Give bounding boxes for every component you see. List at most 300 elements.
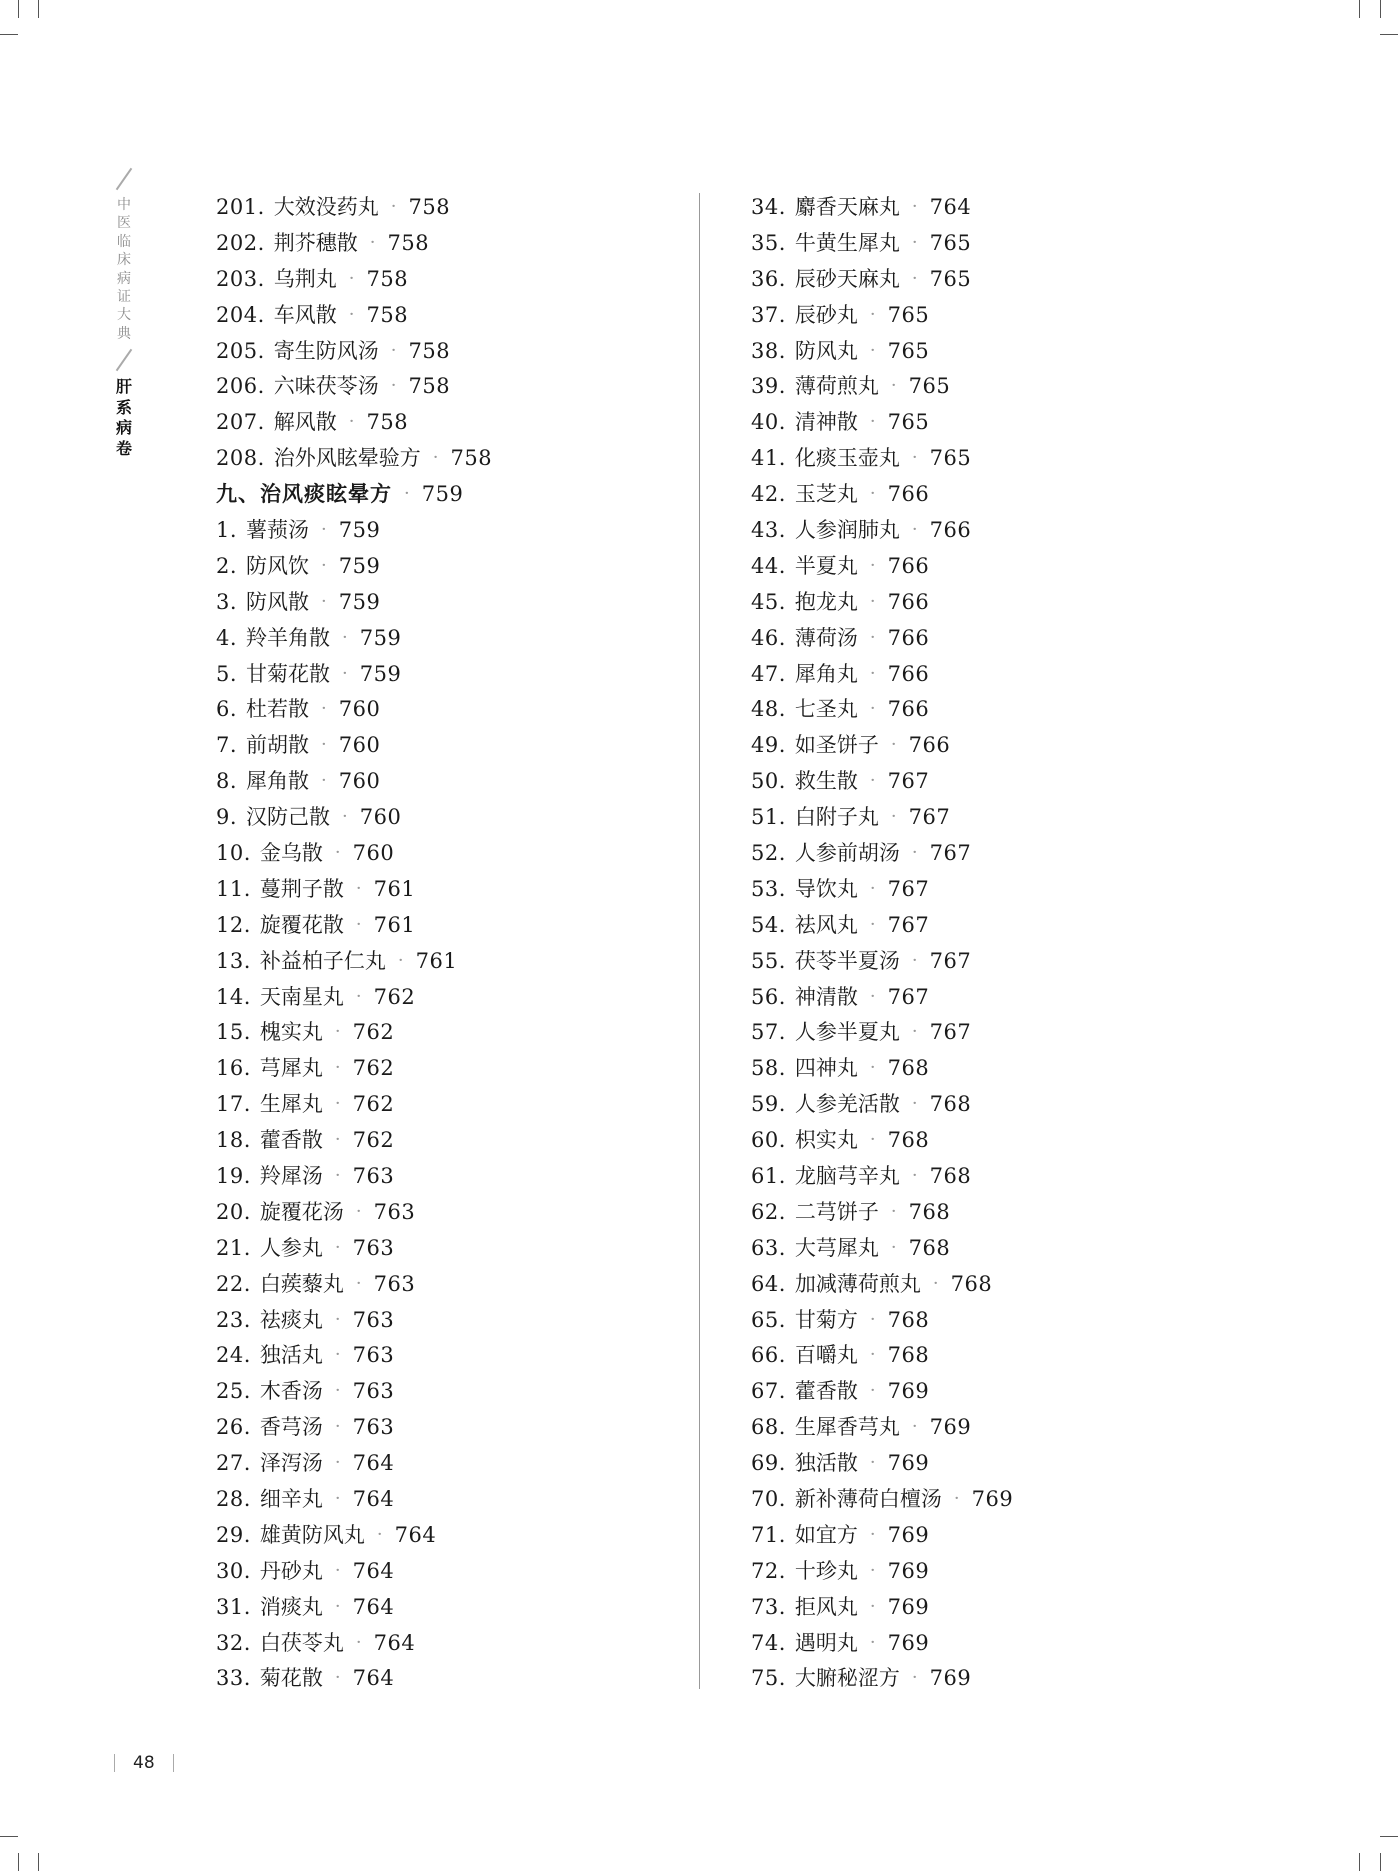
separator-dot: ·	[911, 267, 918, 289]
separator-dot: ·	[334, 1308, 341, 1330]
entry-title: 雄黄防风丸	[259, 1522, 365, 1547]
entry-page-number: 769	[887, 1522, 930, 1547]
toc-entry	[216, 1266, 492, 1302]
separator-dot: ·	[404, 483, 410, 505]
separator-dot: ·	[321, 590, 327, 612]
entry-number: 62.	[751, 1199, 786, 1224]
separator-dot: ·	[911, 841, 918, 863]
entry-title: 藿香散	[259, 1128, 323, 1153]
entry-number: 26.	[216, 1415, 251, 1440]
entry-number: 49.	[751, 733, 786, 758]
entry-page-number: 768	[908, 1199, 951, 1224]
toc-entry	[751, 763, 1013, 799]
separator-dot: ·	[869, 626, 876, 648]
entry-page-number: 758	[366, 410, 409, 435]
entry-number: 1.	[216, 517, 238, 542]
separator-dot: ·	[911, 1165, 918, 1186]
entry-page-number: 766	[887, 589, 930, 614]
entry-number: 71.	[751, 1522, 786, 1547]
entry-title: 乌荆丸	[273, 266, 337, 291]
entry-title: 龙脑芎辛丸	[794, 1164, 900, 1188]
entry-title: 消痰丸	[259, 1594, 323, 1619]
entry-title: 防风散	[246, 589, 310, 614]
entry-title: 人参前胡汤	[794, 840, 900, 865]
toc-entry	[751, 1122, 1013, 1158]
crop-mark	[38, 1853, 39, 1871]
separator-dot: ·	[321, 770, 327, 792]
separator-dot: ·	[869, 985, 876, 1007]
toc-column-right	[751, 189, 1013, 1696]
entry-number: 206.	[216, 374, 265, 399]
toc-entry	[216, 907, 492, 943]
entry-number: 45.	[751, 589, 786, 614]
toc-entry	[751, 1625, 1013, 1661]
toc-entry	[751, 476, 1013, 512]
toc-entry	[216, 1086, 492, 1122]
separator-dot: ·	[390, 195, 397, 217]
entry-title: 玉芝丸	[794, 482, 858, 507]
entry-title: 羚犀汤	[259, 1164, 323, 1188]
separator-dot: ·	[869, 662, 876, 684]
entry-number: 43.	[751, 517, 786, 542]
entry-number: 25.	[216, 1379, 251, 1404]
entry-number: 24.	[216, 1343, 251, 1368]
entry-number: 8.	[216, 769, 238, 794]
separator-dot: ·	[869, 1595, 876, 1617]
entry-title: 蔓荆子散	[259, 876, 344, 901]
entry-number: 7.	[216, 733, 238, 758]
toc-entry	[751, 1589, 1013, 1625]
entry-page-number: 767	[929, 1020, 972, 1045]
separator-dot: ·	[869, 1559, 876, 1581]
toc-entry	[751, 691, 1013, 727]
toc-entry	[751, 1014, 1013, 1050]
separator-dot: ·	[397, 949, 404, 971]
entry-page-number: 762	[373, 984, 416, 1009]
entry-number: 17.	[216, 1092, 251, 1117]
entry-number: 55.	[751, 948, 786, 973]
entry-title: 大芎犀丸	[794, 1235, 879, 1260]
separator-dot: ·	[890, 1200, 897, 1222]
entry-number: 75.	[751, 1666, 786, 1691]
entry-title: 清神散	[794, 410, 858, 435]
separator-dot: ·	[869, 1631, 876, 1653]
entry-page-number: 768	[887, 1343, 930, 1368]
series-title	[117, 196, 131, 343]
entry-number: 28.	[216, 1487, 251, 1512]
separator-dot: ·	[869, 1129, 876, 1151]
entry-number: 19.	[216, 1164, 251, 1188]
entry-title: 生犀丸	[259, 1092, 323, 1117]
entry-page-number: 768	[887, 1307, 930, 1332]
separator-dot: ·	[869, 303, 876, 325]
entry-page-number: 759	[338, 553, 381, 578]
separator-dot: ·	[932, 1272, 939, 1294]
toc-entry	[216, 835, 492, 871]
toc-entry	[751, 1086, 1013, 1122]
entry-page-number: 764	[394, 1522, 437, 1547]
entry-page-number: 765	[887, 338, 930, 363]
entry-page-number: 759	[338, 589, 381, 614]
entry-page-number: 763	[373, 1271, 416, 1296]
series-title-char: 床	[117, 252, 131, 269]
toc-entry	[216, 1625, 492, 1661]
entry-page-number: 767	[929, 840, 972, 865]
crop-mark	[0, 34, 18, 35]
entry-number: 41.	[751, 446, 786, 471]
toc-entry	[216, 1122, 492, 1158]
entry-page-number: 760	[338, 769, 381, 794]
entry-title: 甘菊方	[794, 1307, 858, 1332]
entry-title: 甘菊花散	[246, 661, 331, 686]
entry-number: 47.	[751, 661, 786, 686]
separator-dot: ·	[911, 447, 918, 469]
entry-number: 10.	[216, 840, 251, 865]
entry-title: 人参丸	[259, 1235, 323, 1260]
toc-entry	[751, 1373, 1013, 1409]
toc-entry	[751, 1445, 1013, 1481]
toc-entry	[751, 1158, 1013, 1194]
toc-entry	[751, 261, 1013, 297]
entry-page-number: 766	[887, 553, 930, 578]
separator-dot: ·	[334, 1559, 341, 1581]
separator-dot: ·	[890, 734, 897, 756]
series-title-char: 临	[117, 233, 131, 250]
entry-page-number: 764	[373, 1630, 416, 1655]
entry-number: 208.	[216, 446, 265, 471]
entry-title: 犀角散	[246, 769, 310, 794]
entry-page-number: 763	[373, 1199, 416, 1224]
page-footer	[114, 1753, 174, 1773]
separator-dot: ·	[953, 1488, 960, 1510]
entry-number: 37.	[751, 302, 786, 327]
toc-entry	[216, 1445, 492, 1481]
entry-page-number: 758	[408, 374, 451, 399]
entry-page-number: 763	[352, 1164, 395, 1188]
entry-page-number: 767	[887, 984, 930, 1009]
entry-number: 51.	[751, 805, 786, 830]
crop-mark	[38, 0, 39, 18]
separator-dot: ·	[376, 1523, 383, 1545]
toc-entry	[751, 1481, 1013, 1517]
entry-number: 63.	[751, 1235, 786, 1260]
volume-title-char: 卷	[115, 438, 132, 458]
separator-dot: ·	[390, 375, 397, 397]
entry-number: 204.	[216, 302, 265, 327]
entry-title: 藿香散	[794, 1379, 858, 1404]
entry-page-number: 768	[908, 1235, 951, 1260]
separator-dot: ·	[911, 195, 918, 217]
entry-title: 枳实丸	[794, 1128, 858, 1153]
entry-title: 茯苓半夏汤	[794, 948, 900, 973]
separator-dot: ·	[911, 1667, 918, 1689]
toc-entry	[751, 620, 1013, 656]
separator-dot: ·	[869, 1344, 876, 1366]
toc-entry	[751, 1553, 1013, 1589]
entry-page-number: 760	[352, 840, 395, 865]
toc-entry	[216, 1338, 492, 1374]
entry-page-number: 769	[929, 1415, 972, 1440]
entry-page-number: 768	[887, 1128, 930, 1153]
separator-dot: ·	[869, 483, 876, 505]
entry-title: 槐实丸	[259, 1020, 323, 1045]
entry-page-number: 759	[338, 517, 381, 542]
separator-dot: ·	[334, 1344, 341, 1366]
entry-page-number: 763	[352, 1343, 395, 1368]
separator-dot: ·	[869, 1057, 876, 1079]
toc-entry	[751, 440, 1013, 476]
entry-title: 白蒺藜丸	[259, 1271, 344, 1296]
entry-title: 九、治风痰眩晕方	[216, 482, 392, 507]
entry-page-number: 766	[929, 517, 972, 542]
entry-number: 20.	[216, 1199, 251, 1224]
entry-title: 防风丸	[794, 338, 858, 363]
separator-dot: ·	[869, 1308, 876, 1330]
volume-title-char: 病	[115, 418, 132, 438]
crop-mark	[0, 1836, 18, 1837]
entry-title: 化痰玉壶丸	[794, 446, 900, 471]
entry-page-number: 762	[352, 1092, 395, 1117]
entry-number: 35.	[751, 230, 786, 255]
entry-number: 70.	[751, 1487, 786, 1512]
entry-number: 40.	[751, 410, 786, 435]
entry-number: 11.	[216, 876, 251, 901]
separator-dot: ·	[911, 949, 918, 971]
separator-dot: ·	[869, 877, 876, 899]
entry-title: 大腑秘涩方	[794, 1666, 900, 1691]
entry-page-number: 763	[352, 1415, 395, 1440]
entry-number: 6.	[216, 697, 238, 722]
entry-title: 七圣丸	[794, 697, 858, 722]
entry-page-number: 769	[887, 1558, 930, 1583]
series-title-char: 中	[117, 197, 131, 213]
entry-title: 羚羊角散	[246, 625, 331, 650]
toc-entry	[216, 404, 492, 440]
entry-page-number: 758	[366, 266, 409, 291]
separator-dot: ·	[890, 806, 897, 828]
entry-number: 39.	[751, 374, 786, 399]
entry-page-number: 761	[373, 912, 416, 937]
separator-dot: ·	[334, 841, 341, 863]
toc-entry	[751, 907, 1013, 943]
entry-number: 22.	[216, 1271, 251, 1296]
toc-entry	[216, 1230, 492, 1266]
entry-page-number: 767	[908, 805, 951, 830]
entry-number: 60.	[751, 1128, 786, 1153]
entry-title: 芎犀丸	[259, 1056, 323, 1081]
entry-number: 3.	[216, 589, 238, 614]
entry-title: 旋覆花汤	[259, 1199, 344, 1224]
toc-entry	[216, 512, 492, 548]
entry-title: 如圣饼子	[794, 733, 879, 758]
separator-dot: ·	[355, 1200, 362, 1222]
entry-title: 寄生防风汤	[273, 338, 379, 363]
separator-dot: ·	[321, 734, 327, 756]
toc-entry	[216, 1517, 492, 1553]
separator-dot: ·	[869, 339, 876, 361]
entry-number: 54.	[751, 912, 786, 937]
toc-entry	[751, 297, 1013, 333]
separator-dot: ·	[890, 375, 897, 397]
toc-entry	[751, 943, 1013, 979]
entry-page-number: 766	[887, 661, 930, 686]
entry-page-number: 759	[359, 661, 402, 686]
entry-number: 46.	[751, 625, 786, 650]
entry-title: 白茯苓丸	[259, 1630, 344, 1655]
toc-entry	[216, 979, 492, 1015]
separator-dot: ·	[869, 698, 876, 720]
entry-title: 半夏丸	[794, 553, 858, 578]
entry-page-number: 758	[408, 338, 451, 363]
toc-entry	[751, 1338, 1013, 1374]
toc-entry	[751, 1194, 1013, 1230]
column-divider	[699, 193, 700, 1689]
entry-number: 57.	[751, 1020, 786, 1045]
entry-page-number: 769	[929, 1666, 972, 1691]
series-title-char: 证	[117, 289, 131, 306]
series-title-char: 病	[117, 270, 131, 287]
entry-number: 74.	[751, 1630, 786, 1655]
toc-entry	[216, 368, 492, 404]
entry-title: 祛风丸	[794, 912, 858, 937]
entry-number: 53.	[751, 876, 786, 901]
toc-entry	[216, 763, 492, 799]
entry-title: 菊花散	[259, 1666, 323, 1691]
entry-number: 61.	[751, 1164, 786, 1188]
entry-page-number: 759	[421, 482, 464, 507]
separator-dot: ·	[321, 518, 327, 540]
entry-title: 神清散	[794, 984, 858, 1009]
toc-entry	[216, 297, 492, 333]
entry-page-number: 762	[352, 1056, 395, 1081]
entry-title: 四神丸	[794, 1056, 858, 1081]
entry-page-number: 766	[908, 733, 951, 758]
toc-entry	[751, 189, 1013, 225]
entry-number: 2.	[216, 553, 238, 578]
entry-title: 百嚼丸	[794, 1343, 858, 1368]
entry-title: 导饮丸	[794, 876, 858, 901]
entry-title: 薄荷煎丸	[794, 374, 879, 399]
toc-column-left	[216, 189, 492, 1696]
toc-entry	[216, 1302, 492, 1338]
separator-dot: ·	[334, 1236, 341, 1258]
entry-title: 解风散	[273, 410, 337, 435]
entry-title: 犀角丸	[794, 661, 858, 686]
entry-title: 人参半夏丸	[794, 1020, 900, 1045]
separator-dot: ·	[911, 231, 918, 253]
volume-title	[116, 377, 132, 459]
entry-number: 16.	[216, 1056, 251, 1081]
entry-page-number: 766	[887, 482, 930, 507]
entry-page-number: 764	[352, 1451, 395, 1476]
toc-entry	[216, 1481, 492, 1517]
entry-title: 木香汤	[259, 1379, 323, 1404]
toc-entry	[216, 799, 492, 835]
entry-title: 祛痰丸	[259, 1307, 323, 1332]
toc-entry	[751, 871, 1013, 907]
separator-dot: ·	[911, 518, 918, 540]
running-head	[112, 162, 136, 459]
separator-dot: ·	[390, 339, 397, 361]
toc-entry	[216, 620, 492, 656]
entry-title: 白附子丸	[794, 805, 879, 830]
separator-dot: ·	[348, 303, 355, 325]
entry-title: 遇明丸	[794, 1630, 858, 1655]
separator-dot: ·	[355, 1272, 362, 1294]
entry-page-number: 758	[408, 194, 451, 219]
entry-page-number: 762	[352, 1128, 395, 1153]
toc-entry	[751, 548, 1013, 584]
toc-entry	[216, 943, 492, 979]
entry-page-number: 768	[950, 1271, 993, 1296]
toc-entry	[216, 1050, 492, 1086]
entry-number: 48.	[751, 697, 786, 722]
entry-number: 52.	[751, 840, 786, 865]
separator-dot: ·	[911, 1093, 918, 1115]
entry-page-number: 766	[887, 697, 930, 722]
separator-dot: ·	[348, 267, 355, 289]
entry-title: 泽泻汤	[259, 1451, 323, 1476]
toc-entry	[751, 1517, 1013, 1553]
entry-number: 202.	[216, 230, 265, 255]
series-title-char: 典	[117, 325, 131, 342]
separator-dot: ·	[355, 913, 362, 935]
entry-number: 5.	[216, 661, 238, 686]
entry-page-number: 765	[887, 410, 930, 435]
separator-dot: ·	[321, 554, 327, 576]
entry-page-number: 769	[887, 1594, 930, 1619]
toc-entry	[216, 1661, 492, 1697]
separator-dot: ·	[334, 1129, 341, 1151]
series-title-char: 大	[117, 307, 131, 324]
entry-title: 辰砂丸	[794, 302, 858, 327]
entry-title: 独活散	[794, 1451, 858, 1476]
separator-dot: ·	[342, 662, 348, 684]
entry-page-number: 760	[359, 805, 402, 830]
separator-dot: ·	[890, 1236, 897, 1258]
entry-number: 14.	[216, 984, 251, 1009]
entry-page-number: 764	[352, 1558, 395, 1583]
entry-page-number: 765	[929, 446, 972, 471]
entry-page-number: 764	[929, 194, 972, 219]
entry-number: 9.	[216, 805, 238, 830]
toc-section-heading	[216, 476, 492, 512]
entry-number: 4.	[216, 625, 238, 650]
toc-entry	[216, 584, 492, 620]
separator-dot: ·	[321, 698, 327, 720]
separator-dot: ·	[334, 1488, 341, 1510]
entry-number: 56.	[751, 984, 786, 1009]
entry-page-number: 765	[908, 374, 951, 399]
crop-mark	[1359, 0, 1360, 18]
entry-title: 麝香天麻丸	[794, 194, 900, 219]
entry-title: 人参羌活散	[794, 1092, 900, 1117]
toc-entry	[216, 727, 492, 763]
entry-page-number: 767	[887, 876, 930, 901]
toc-entry	[751, 656, 1013, 692]
page-number: 48	[133, 1753, 155, 1773]
entry-title: 防风饮	[246, 553, 310, 578]
entry-number: 18.	[216, 1128, 251, 1153]
entry-title: 新补薄荷白檀汤	[794, 1487, 942, 1512]
series-title-char: 医	[117, 215, 131, 232]
entry-title: 旋覆花散	[259, 912, 344, 937]
footer-rule	[114, 1754, 115, 1772]
separator-dot: ·	[342, 806, 348, 828]
entry-number: 12.	[216, 912, 251, 937]
toc-entry	[216, 1409, 492, 1445]
toc-entry	[751, 979, 1013, 1015]
